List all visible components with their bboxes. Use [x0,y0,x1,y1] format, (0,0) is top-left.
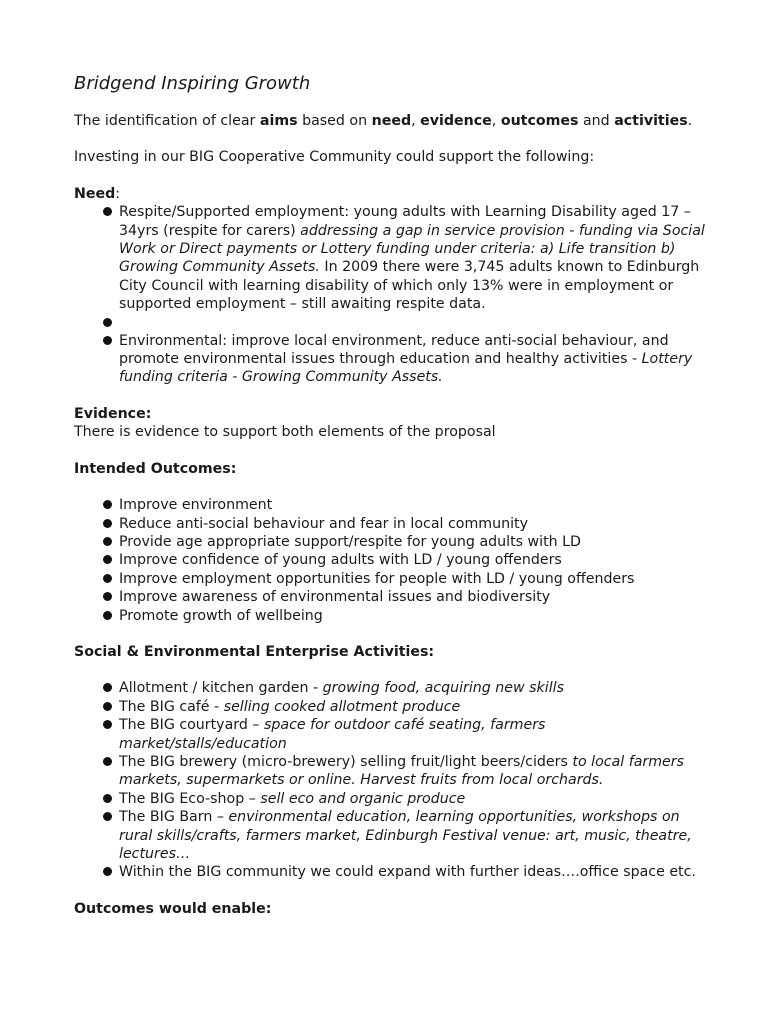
list-item [119,863,714,881]
need-heading [74,185,714,203]
activities-heading: Social & Environmental Enterprise Activities: [74,643,435,660]
activity-italic: selling cooked allotment produce [223,698,461,715]
intro-need: need [371,113,412,129]
list-item: Improve environment [119,496,714,514]
list-item: Reduce anti-social behaviour and fear in local community [119,515,714,533]
activity-text: Allotment / kitchen garden - [119,680,323,697]
document-page [74,72,714,918]
intro-activities: activities [614,113,688,129]
list-item [119,808,714,863]
need-item-text: In 2009 there were 3,745 adults known to Edinburgh City Council with learning disability of which only 13% were in employment or supported employment – still awaiting respite data. [119,259,700,313]
spacer [74,625,714,643]
activity-text: Within the BIG community we could expand with further ideas….office space etc. [119,864,696,881]
activity-text: The BIG Eco-shop – [119,790,261,807]
investing-paragraph: Investing in our BIG Cooperative Community could support the following: [74,149,595,166]
need-item-text: Respite/Supported employment: young adults with Learning Disability aged 17 – 34yrs (respite for carers) [119,204,691,239]
spacer [74,882,714,900]
list-item: Promote growth of wellbeing [119,607,714,625]
intro-text: based on [297,113,372,129]
activity-text: The BIG brewery (micro-brewery) selling fruit/light beers/ciders [119,753,573,770]
activity-italic: sell eco and organic produce [260,790,466,807]
intro-aims: aims [259,113,298,129]
list-item: Improve awareness of environmental issues and biodiversity [119,588,714,606]
evidence-text: There is evidence to support both elements of the proposal [74,424,496,441]
list-item [119,698,714,716]
need-heading-label: Need [74,185,116,202]
intro-text: . [687,113,693,129]
list-item [119,203,714,313]
activity-text: The BIG Barn – [119,809,229,826]
intro-text: , [411,113,421,129]
intro-text: , [491,113,501,129]
spacer [74,387,714,405]
intro-paragraph [74,112,714,130]
need-item-text: Environmental: improve local environment, reduce anti-social behaviour, and promote environmental issues through education and healthy activities - [119,332,669,368]
activity-italic: growing food, acquiring new skills [322,680,564,697]
outcomes-list [74,496,714,625]
list-item [119,332,714,387]
list-item: Provide age appropriate support/respite for young adults with LD [119,533,714,551]
activity-italic: to local farmers markets, supermarkets or online. Harvest fruits from local orchards. [119,753,685,789]
document-title: Bridgend Inspiring Growth [74,73,311,94]
enable-heading: Outcomes would enable: [74,900,272,917]
activity-italic: environmental education, learning opportunities, workshops on rural skills/crafts, farmers market, Edinburgh Festival venue: art, music, theatre, lectures… [119,809,692,862]
need-item-italic: addressing a gap in service provision - funding via Social Work or Direct payments or Lottery funding under criteria: a) Life transition b) Growing Community Assets. [119,222,705,276]
intro-text: The identification of clear [74,113,260,129]
activity-text: The BIG café - [119,698,224,715]
intro-outcomes: outcomes [500,113,579,129]
spacer [74,478,714,496]
list-item [119,790,714,808]
activity-italic: space for outdoor café seating, farmers market/stalls/education [119,717,546,752]
list-item [119,716,714,753]
need-heading-colon: : [115,185,121,202]
activity-text: The BIG courtyard – [119,717,264,734]
activities-list [74,679,714,881]
outcomes-heading: Intended Outcomes: [74,460,237,477]
intro-text: and [578,113,615,129]
evidence-heading: Evidence: [74,405,152,422]
list-spacer [119,314,714,332]
list-item: Improve employment opportunities for people with LD / young offenders [119,570,714,588]
need-list [74,203,714,387]
list-item [119,753,714,790]
list-item [119,679,714,697]
intro-evidence: evidence [420,113,492,129]
need-item-italic: Lottery funding criteria - Growing Community Assets. [119,351,693,386]
list-item: Improve confidence of young adults with LD / young offenders [119,551,714,569]
spacer [74,661,714,679]
